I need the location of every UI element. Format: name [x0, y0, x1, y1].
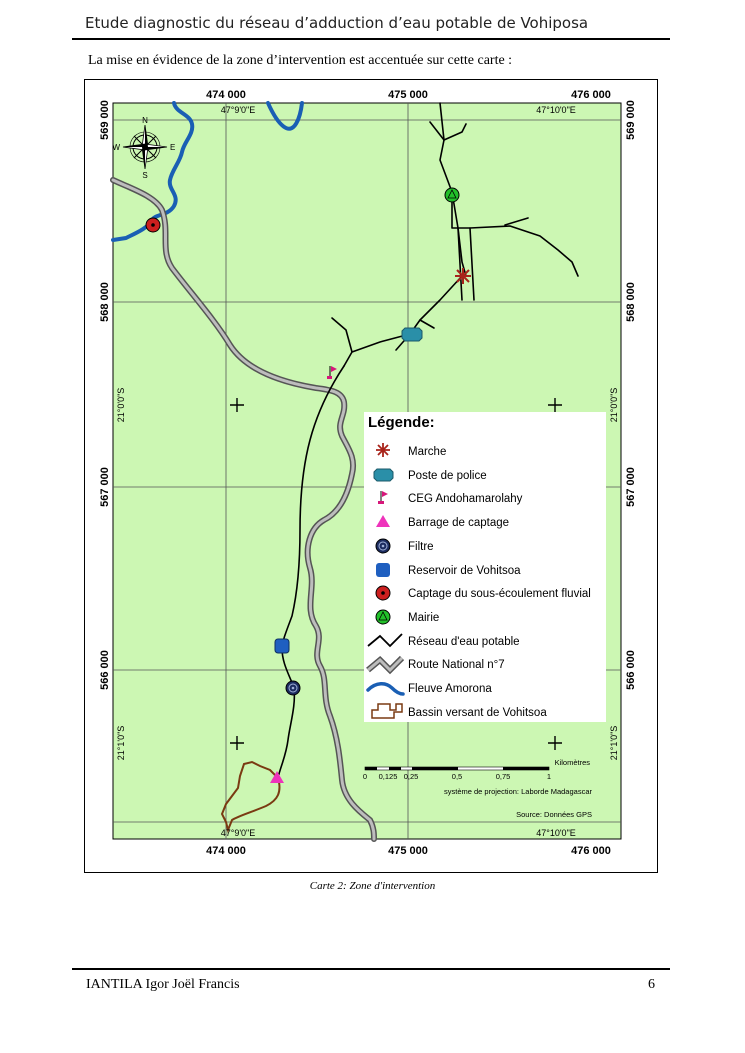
lon-top-47-9: 47°9'0"E	[220, 105, 256, 115]
lat-left-21-0: 21°0'0"S	[116, 387, 126, 423]
lat-right-21-1: 21°1'0"S	[609, 725, 619, 761]
mairie-icon	[376, 610, 390, 624]
top-easting-475000: 475 000	[388, 89, 428, 101]
lon-bottom-47-10: 47°10'0"E	[536, 828, 576, 838]
legend-label-basin: Bassin versant de Vohitsoa	[408, 707, 547, 719]
dot-circle-icon	[376, 586, 390, 600]
lat-right-21-0: 21°0'0"S	[609, 387, 619, 423]
compass-s: S	[142, 171, 148, 180]
reservoir-marker	[275, 639, 289, 653]
square-icon	[376, 563, 390, 577]
legend-label-marche: Marche	[408, 446, 447, 458]
scale-tick-075: 0,75	[495, 772, 511, 781]
legend-label-mairie: Mairie	[408, 612, 440, 624]
scale-tick-025: 0,25	[403, 772, 419, 781]
left-northing-568000: 568 000	[99, 282, 111, 322]
right-northing-569000: 569 000	[625, 100, 637, 140]
lat-left-21-1: 21°1'0"S	[116, 725, 126, 761]
bottom-easting-476000: 476 000	[571, 845, 611, 857]
lon-bottom-47-9: 47°9'0"E	[220, 828, 256, 838]
marche-icon	[376, 443, 390, 457]
page-number: 6	[648, 977, 655, 992]
police-icon	[374, 469, 393, 481]
captage-marker	[146, 218, 160, 232]
right-northing-567000: 567 000	[625, 467, 637, 507]
filtre-marker	[286, 681, 300, 695]
legend-title: Légende:	[368, 414, 435, 431]
left-northing-566000: 566 000	[99, 650, 111, 690]
legend	[364, 412, 606, 722]
target-icon	[376, 539, 390, 553]
scale-tick-0: 0	[362, 772, 368, 781]
legend-label-road: Route National n°7	[408, 659, 505, 671]
top-easting-474000: 474 000	[206, 89, 246, 101]
lon-top-47-10: 47°10'0"E	[536, 105, 576, 115]
left-northing-567000: 567 000	[99, 467, 111, 507]
scale-tick-1: 1	[546, 772, 552, 781]
legend-label-river: Fleuve Amorona	[408, 683, 492, 695]
right-northing-568000: 568 000	[625, 282, 637, 322]
legend-label-barrage: Barrage de captage	[408, 517, 510, 529]
bottom-easting-475000: 475 000	[388, 845, 428, 857]
marche-marker	[455, 268, 471, 284]
scale-tick-0125: 0,125	[378, 772, 398, 781]
intro-text: La mise en évidence de la zone d’intervention est accentuée sur cette carte :	[88, 53, 513, 68]
compass-n: N	[142, 116, 148, 125]
legend-label-police: Poste de police	[408, 470, 487, 482]
bottom-easting-474000: 474 000	[206, 845, 246, 857]
document-header-title: Etude diagnostic du réseau d’adduction d’eau potable de Vohiposa	[85, 14, 589, 32]
map-caption: Carte 2: Zone d'intervention	[309, 880, 436, 892]
top-easting-476000: 476 000	[571, 89, 611, 101]
police-marker	[402, 328, 422, 341]
left-northing-569000: 569 000	[99, 100, 111, 140]
source-note: Source: Données GPS	[516, 810, 592, 819]
footer-rule	[72, 968, 670, 970]
mairie-marker	[445, 188, 459, 202]
right-northing-566000: 566 000	[625, 650, 637, 690]
legend-label-ceg: CEG Andohamarolahy	[408, 493, 523, 505]
legend-label-network: Réseau d'eau potable	[408, 636, 520, 648]
compass-w: W	[112, 143, 120, 152]
projection-note: système de projection: Laborde Madagascar	[443, 787, 592, 796]
legend-label-reservoir: Reservoir de Vohitsoa	[408, 565, 521, 577]
legend-label-filtre: Filtre	[408, 541, 434, 553]
compass-e: E	[170, 143, 176, 152]
legend-label-captage: Captage du sous-écoulement fluvial	[408, 588, 591, 600]
scale-unit: Kilomètres	[554, 758, 590, 767]
scale-tick-05: 0,5	[451, 772, 463, 781]
footer-author: IANTILA Igor Joël Francis	[86, 977, 240, 992]
